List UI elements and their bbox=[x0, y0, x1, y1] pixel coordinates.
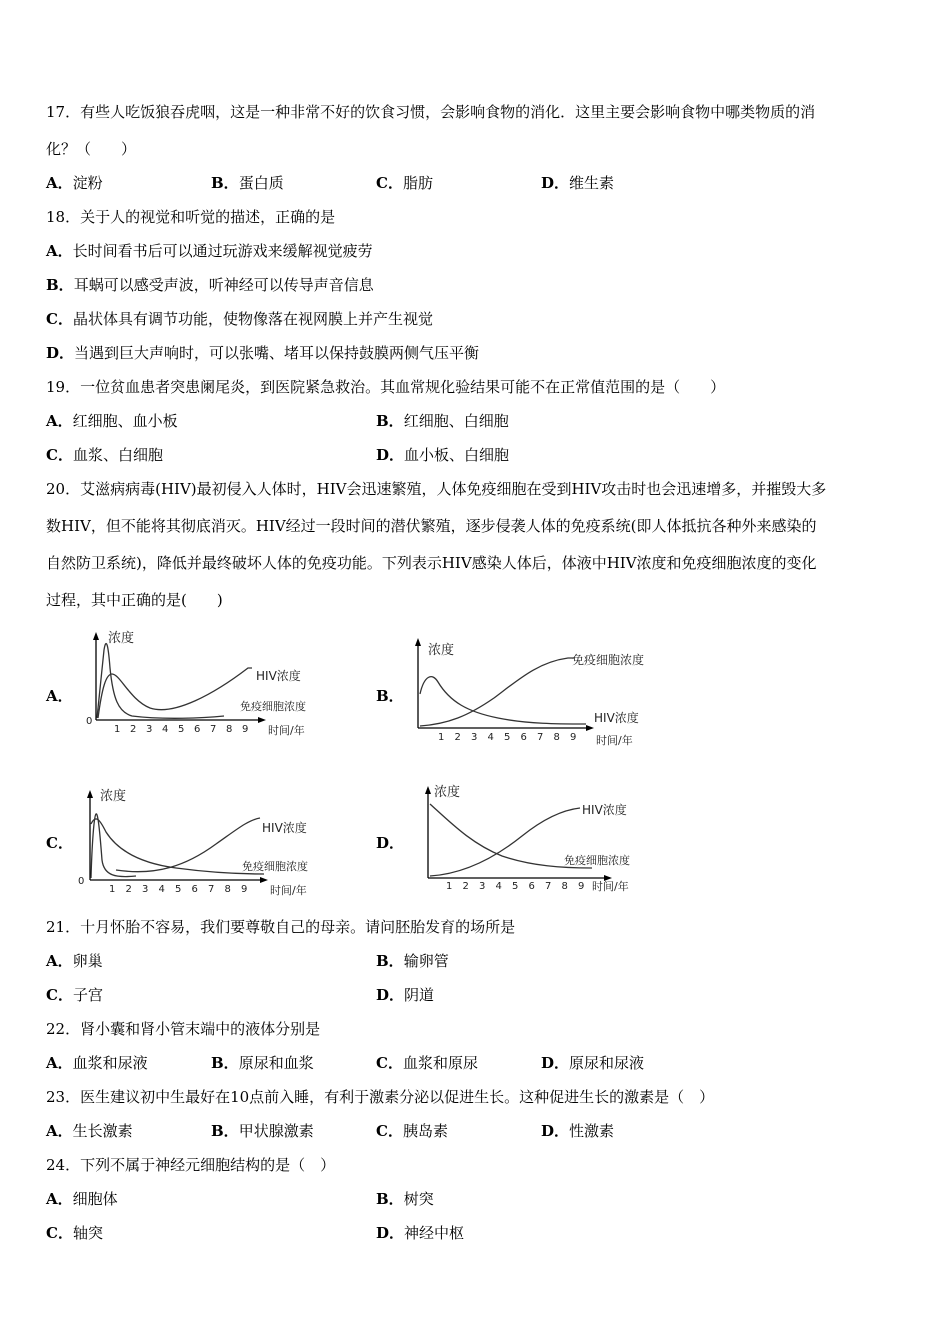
q21-option-d[interactable]: D．阴道 bbox=[376, 986, 435, 1004]
q23-option-b[interactable]: B．甲状腺激素 bbox=[211, 1122, 314, 1140]
graph-d-tick-label: 7 bbox=[545, 881, 552, 892]
graph-a-tick-label: 8 bbox=[226, 724, 233, 735]
q17-option-d[interactable]: D．维生素 bbox=[541, 174, 615, 192]
graph-d-tick-label: 3 bbox=[479, 881, 486, 892]
q23-option-d[interactable]: D．性激素 bbox=[541, 1122, 615, 1140]
graph-c-tick-label: 6 bbox=[191, 884, 198, 895]
graph-a-tick-label: 3 bbox=[146, 724, 153, 735]
q20-option-d-label[interactable]: D． bbox=[376, 834, 405, 852]
graph-b-x-label: 时间/年 bbox=[596, 734, 633, 747]
graph-c-x-label: 时间/年 bbox=[270, 884, 307, 897]
q23-option-a[interactable]: A．生长激素 bbox=[46, 1122, 133, 1140]
q22-option-b[interactable]: B．原尿和血浆 bbox=[211, 1054, 314, 1072]
graph-b-immune-curve bbox=[420, 658, 574, 726]
graph-d-hiv-label: HIV浓度 bbox=[582, 803, 627, 817]
q24-option-a[interactable]: A．细胞体 bbox=[46, 1190, 118, 1208]
q18-option-c[interactable]: C．晶状体具有调节功能，使物像落在视网膜上并产生视觉 bbox=[46, 310, 433, 328]
q20-stem-line2: 数HIV，但不能将其彻底消灭。HIV经过一段时间的潜伏繁殖，逐步侵袭人体的免疫系统(即人体抵抗各种外来感染的 bbox=[46, 517, 817, 535]
q22-option-d[interactable]: D．原尿和尿液 bbox=[541, 1054, 645, 1072]
q17-stem-line2: 化？（ ） bbox=[46, 140, 137, 158]
graph-c-y-label: 浓度 bbox=[100, 789, 127, 804]
q20-option-a-label[interactable]: A． bbox=[46, 687, 73, 705]
graph-a-tick-label: 6 bbox=[194, 724, 201, 735]
q19-option-b[interactable]: B．红细胞、白细胞 bbox=[376, 412, 509, 430]
graph-a-tick-label: 5 bbox=[178, 724, 185, 735]
q18-option-d[interactable]: D．当遇到巨大声响时，可以张嘴、堵耳以保持鼓膜两侧气压平衡 bbox=[46, 344, 480, 362]
q18-option-b[interactable]: B．耳蜗可以感受声波，听神经可以传导声音信息 bbox=[46, 276, 374, 294]
graph-a-tick-label: 9 bbox=[242, 724, 249, 735]
graph-a-tick-label: 4 bbox=[162, 724, 169, 735]
q19-option-a[interactable]: A．红细胞、血小板 bbox=[46, 412, 178, 430]
graph-a-tick-label: 1 bbox=[114, 724, 121, 735]
q24-stem: 24．下列不属于神经元细胞结构的是（ ） bbox=[46, 1156, 336, 1174]
graph-b-immune-label: 免疫细胞浓度 bbox=[572, 653, 645, 667]
q17-stem-line1: 17．有些人吃饭狼吞虎咽，这是一种非常不好的饮食习惯，会影响食物的消化．这里主要会影响食物中哪类物质的消 bbox=[46, 103, 816, 121]
graph-c-tick-label: 5 bbox=[175, 884, 182, 895]
graph-c-immune-curve bbox=[91, 819, 264, 874]
graph-c-x-arrow bbox=[260, 877, 268, 883]
q21-option-b[interactable]: B．输卵管 bbox=[376, 952, 449, 970]
q17-option-b[interactable]: B．蛋白质 bbox=[211, 174, 284, 192]
graph-d-hiv-curve bbox=[430, 808, 580, 876]
graph-b-hiv-label: HIV浓度 bbox=[594, 711, 639, 725]
graph-d-tick-label: 8 bbox=[561, 881, 568, 892]
graph-b-tick-label: 6 bbox=[520, 732, 527, 743]
graph-d-x-label: 时间/年 bbox=[592, 880, 629, 893]
graph-b-tick-label: 2 bbox=[454, 732, 461, 743]
q21-option-c[interactable]: C．子宫 bbox=[46, 986, 103, 1004]
graph-d-tick-label: 6 bbox=[528, 881, 535, 892]
graph-c-spike-curve bbox=[91, 814, 136, 878]
graph-d-y-arrow bbox=[425, 786, 431, 794]
graph-a-immune-label: 免疫细胞浓度 bbox=[240, 700, 306, 713]
graph-a bbox=[84, 628, 344, 740]
q17-option-c[interactable]: C．脂肪 bbox=[376, 174, 433, 192]
q21-stem: 21．十月怀胎不容易，我们要尊敬自己的母亲。请问胚胎发育的场所是 bbox=[46, 918, 516, 936]
graph-d-tick-label: 2 bbox=[462, 881, 469, 892]
graph-c-tick-label: 3 bbox=[142, 884, 149, 895]
graph-d-immune-label: 免疫细胞浓度 bbox=[564, 854, 630, 867]
graph-b-tick-label: 9 bbox=[570, 732, 577, 743]
graph-b-y-label: 浓度 bbox=[428, 643, 455, 658]
graph-c-tick-label: 4 bbox=[158, 884, 165, 895]
graph-d-tick-label: 1 bbox=[446, 881, 453, 892]
graph-b-tick-label: 1 bbox=[438, 732, 445, 743]
q19-option-c[interactable]: C．血浆、白细胞 bbox=[46, 446, 163, 464]
q20-option-c-label[interactable]: C． bbox=[46, 834, 73, 852]
graph-b-tick-label: 3 bbox=[471, 732, 478, 743]
q20-stem-line1: 20．艾滋病病毒(HIV)最初侵入人体时，HIV会迅速繁殖，人体免疫细胞在受到HIV攻击时也会迅速增多，并摧毁大多 bbox=[46, 480, 827, 498]
q23-stem: 23．医生建议初中生最好在10点前入睡，有利于激素分泌以促进生长。这种促进生长的激素是（ ） bbox=[46, 1088, 715, 1106]
q24-option-b[interactable]: B．树突 bbox=[376, 1190, 434, 1208]
graph-b-x-arrow bbox=[586, 725, 594, 731]
graph-d-y-label: 浓度 bbox=[434, 785, 461, 800]
graph-c bbox=[76, 784, 348, 896]
graph-b-tick-label: 8 bbox=[553, 732, 560, 743]
graph-c-origin: 0 bbox=[78, 876, 85, 887]
graph-b-hiv-curve bbox=[420, 677, 586, 724]
graph-b-tick-label: 4 bbox=[487, 732, 494, 743]
q18-stem: 18．关于人的视觉和听觉的描述，正确的是 bbox=[46, 208, 336, 226]
graph-a-y-label: 浓度 bbox=[108, 631, 135, 646]
graph-b-tick-label: 7 bbox=[537, 732, 544, 743]
graph-a-x-arrow bbox=[258, 717, 266, 723]
q17-option-a[interactable]: A．淀粉 bbox=[46, 174, 103, 192]
graph-a-tick-label: 7 bbox=[210, 724, 217, 735]
graph-c-y-arrow bbox=[87, 790, 93, 798]
graph-a-immune-curve bbox=[97, 644, 224, 719]
graph-c-tick-label: 2 bbox=[125, 884, 132, 895]
graph-a-x-label: 时间/年 bbox=[268, 724, 305, 737]
graph-a-tick-label: 2 bbox=[130, 724, 137, 735]
graph-b-y-arrow bbox=[415, 638, 421, 646]
graph-c-tick-label: 9 bbox=[241, 884, 248, 895]
q19-option-d[interactable]: D．血小板、白细胞 bbox=[376, 446, 510, 464]
graph-a-hiv-curve bbox=[98, 668, 252, 718]
q22-option-c[interactable]: C．血浆和原尿 bbox=[376, 1054, 478, 1072]
graph-c-immune-label: 免疫细胞浓度 bbox=[242, 860, 308, 873]
graph-c-hiv-curve bbox=[116, 818, 260, 872]
q23-option-c[interactable]: C．胰岛素 bbox=[376, 1122, 448, 1140]
q22-option-a[interactable]: A．血浆和尿液 bbox=[46, 1054, 148, 1072]
graph-d bbox=[412, 780, 682, 896]
q20-stem-line3: 自然防卫系统)，降低并最终破坏人体的免疫功能。下列表示HIV感染人体后，体液中HIV浓度和免疫细胞浓度的变化 bbox=[46, 554, 817, 572]
graph-d-tick-label: 5 bbox=[512, 881, 519, 892]
graph-b-tick-label: 5 bbox=[504, 732, 511, 743]
q21-option-a[interactable]: A．卵巢 bbox=[46, 952, 103, 970]
q20-option-b-label[interactable]: B． bbox=[376, 687, 404, 705]
graph-c-tick-label: 8 bbox=[224, 884, 231, 895]
q24-option-c[interactable]: C．轴突 bbox=[46, 1224, 103, 1242]
graph-d-tick-label: 9 bbox=[578, 881, 585, 892]
graph-a-origin: 0 bbox=[86, 716, 93, 727]
graph-b bbox=[398, 632, 678, 752]
q24-option-d[interactable]: D．神经中枢 bbox=[376, 1224, 465, 1242]
q18-option-a[interactable]: A．长时间看书后可以通过玩游戏来缓解视觉疲劳 bbox=[46, 242, 373, 260]
graph-c-tick-label: 1 bbox=[109, 884, 116, 895]
graph-a-y-arrow bbox=[93, 632, 99, 640]
graph-c-tick-label: 7 bbox=[208, 884, 215, 895]
q22-stem: 22．肾小囊和肾小管末端中的液体分别是 bbox=[46, 1020, 321, 1038]
graph-d-tick-label: 4 bbox=[495, 881, 502, 892]
q20-stem-line4: 过程，其中正确的是( ) bbox=[46, 591, 223, 609]
graph-a-hiv-label: HIV浓度 bbox=[256, 669, 301, 683]
q19-stem: 19．一位贫血患者突患阑尾炎，到医院紧急救治。其血常规化验结果可能不在正常值范围的是（ ） bbox=[46, 378, 726, 396]
graph-c-hiv-label: HIV浓度 bbox=[262, 821, 307, 835]
